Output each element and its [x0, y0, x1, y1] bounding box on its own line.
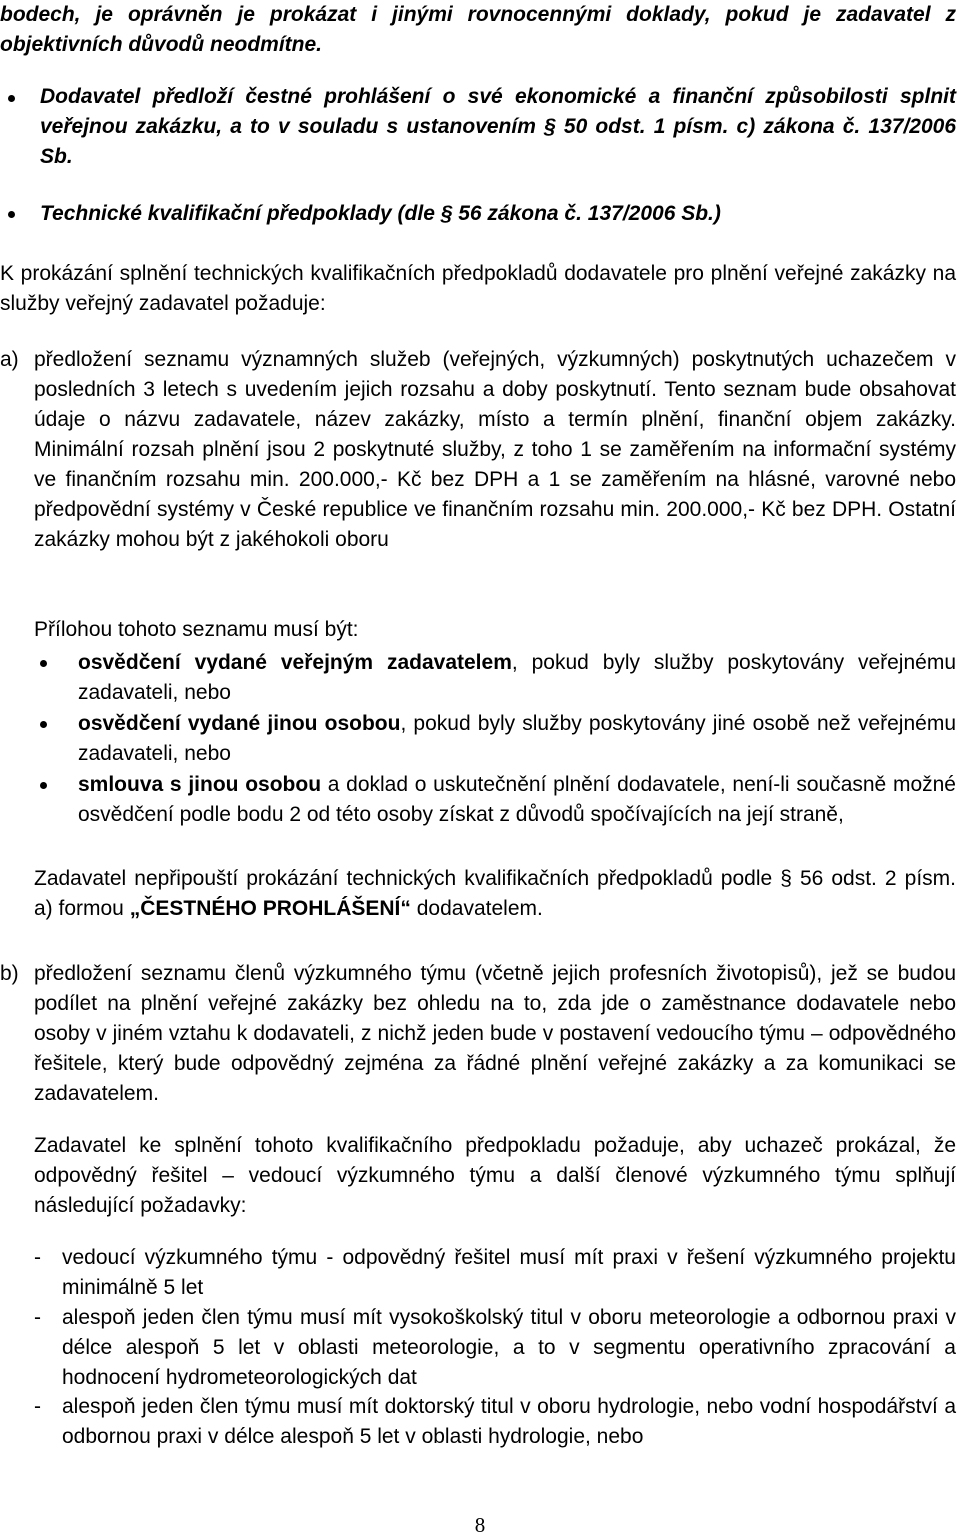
requirement-item-2: alespoň jeden člen týmu musí mít vysokoškolský titul v oboru meteorologie a odbornou praxi v délce alespoň 5 let v oblasti meteorologie, a to v segmentu operativního zpracování a hodnocení hydrometeorologických dat [62, 1306, 956, 1389]
requirements-intro: Zadavatel ke splnění tohoto kvalifikačního předpokladu požaduje, aby uchazeč prokázal, že odpovědný řešitel – vedoucí výzkumného týmu a další členové výzkumného týmu splňují následující požadavky: [34, 1134, 956, 1217]
item-a-label: a) [0, 348, 19, 371]
declaration-text-pre: Zadavatel nepřipouští prokázání technických kvalifikačních předpokladů podle § 56 odst. 2 písm. a) formou [34, 867, 956, 920]
bullet-technical-heading: Technické kvalifikační předpoklady (dle § 56 zákona č. 137/2006 Sb.) [40, 202, 721, 225]
attachment-item-2-text: , pokud byly služby poskytovány jiné osobě než veřejnému zadavateli, nebo [78, 712, 957, 765]
bullet-economic: Dodavatel předloží čestné prohlášení o své ekonomické a finanční způsobilosti splnit veřejnou zakázku, a to v souladu s ustanovením § 50 odst. 1 písm. c) zákona č. 137/2006 Sb. [40, 85, 956, 168]
declaration-paragraph [34, 864, 956, 924]
item-a-text: předložení seznamu významných služeb (veřejných, výzkumných) poskytnutých uchazečem v posledních 3 letech s uvedením jejich rozsahu a doby poskytnutí. Tento seznam bude obsahovat údaje o názvu zadavatele, název zakázky, místo a termín plnění, finanční objem zakázky. Minimální rozsah plnění jsou 2 poskytnuté služby, z toho 1 se zaměřením na informační systémy ve finančním rozsahu min. 200.000,- Kč bez DPH a 1 se zaměřením na hlásné, varovné nebo předpovědní systémy v České republice ve finančním rozsahu min. 200.000,- Kč bez DPH. Ostatní zakázky mohou být z jakéhokoli oboru [34, 348, 956, 551]
attachment-item-1-bold: osvědčení vydané veřejným zadavatelem [78, 651, 512, 674]
attachment-heading: Přílohou tohoto seznamu musí být: [34, 618, 359, 641]
dash-marker: - [34, 1395, 41, 1418]
attachment-item-2 [78, 709, 956, 769]
attachment-item-3-bold: smlouva s jinou osobou [78, 773, 322, 796]
declaration-bold: „ČESTNÉHO PROHLÁŠENÍ“ [129, 897, 411, 920]
attachment-item-1 [78, 648, 956, 708]
bullet-icon [40, 660, 47, 667]
bullet-icon [40, 721, 47, 728]
requirement-item-3: alespoň jeden člen týmu musí mít doktorský titul v oboru hydrologie, nebo vodní hospodářství a odbornou praxi v délce alespoň 5 let v oblasti hydrologie, nebo [62, 1395, 956, 1448]
declaration-text-post: dodavatelem. [410, 897, 543, 920]
attachment-item-1-text: , pokud byly služby poskytovány veřejnému zadavateli, nebo [78, 651, 956, 704]
dash-marker: - [34, 1306, 41, 1329]
attachment-item-3 [78, 770, 956, 830]
page-number: 8 [474, 1513, 486, 1537]
requirement-item-1: vedoucí výzkumného týmu - odpovědný řešitel musí mít praxi v řešení výzkumného projektu minimálně 5 let [62, 1246, 956, 1299]
item-b-label: b) [0, 962, 19, 985]
dash-marker: - [34, 1246, 41, 1269]
bullet-icon [40, 782, 47, 789]
item-b-text: předložení seznamu členů výzkumného týmu (včetně jejich profesních životopisů), jež se budou podílet na plnění veřejné zakázky bez ohledu na to, zda jde o zaměstnance dodavatele nebo osoby v jiném vztahu k dodavateli, z nichž jeden bude v postavení vedoucího týmu – odpovědného řešitele, který bude odpovědný zejména za řádné plnění veřejné zakázky a za komunikaci se zadavatelem. [34, 962, 956, 1105]
bullet-icon [8, 95, 15, 102]
top-paragraph: bodech, je oprávněn je prokázat i jinými rovnocennými doklady, pokud je zadavatel z objektivních důvodů neodmítne. [0, 3, 956, 56]
intro-paragraph: K prokázání splnění technických kvalifikačních předpokladů dodavatele pro plnění veřejné zakázky na služby veřejný zadavatel požaduje: [0, 262, 956, 315]
attachment-item-2-bold: osvědčení vydané jinou osobou [78, 712, 401, 735]
attachment-item-3-text: a doklad o uskutečnění plnění dodavatele, není-li současně možné osvědčení podle bodu 2 od této osoby získat z důvodů spočívajících na její straně, [78, 773, 956, 826]
bullet-icon [8, 211, 15, 218]
